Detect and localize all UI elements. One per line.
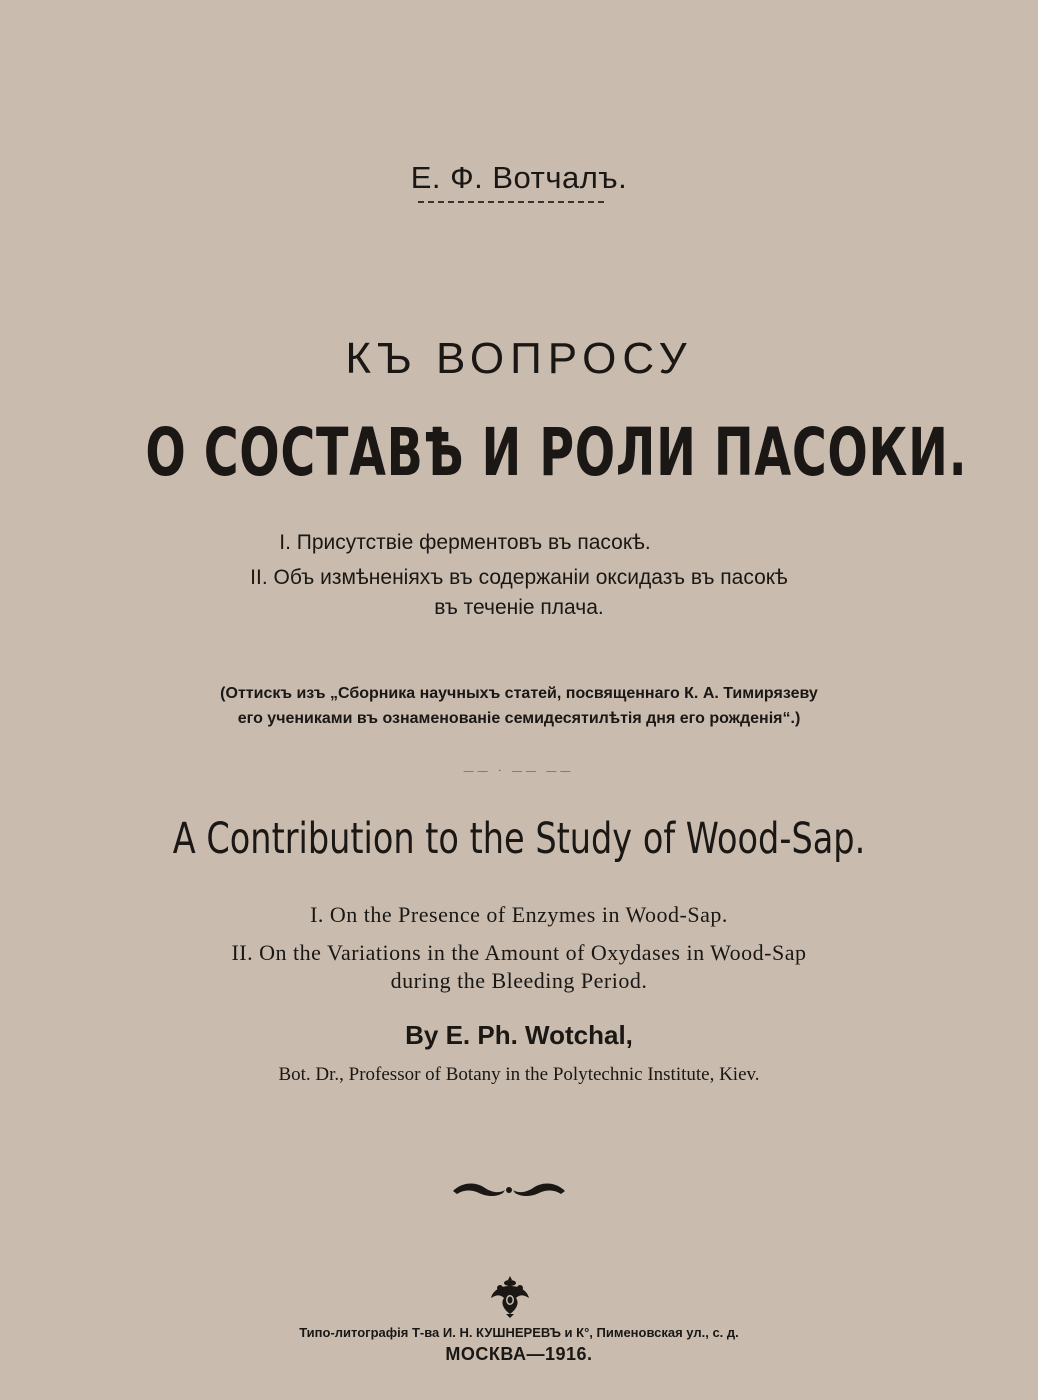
ornament-icon [449,1176,569,1204]
double-eagle-emblem-icon [489,1274,531,1318]
city-year: МОСКВА—1916. [445,1344,593,1364]
author-ru: Е. Ф. Вотчалъ. [410,160,628,195]
title-ru-main: О СОСТАВѢ И РОЛИ ПАСОКИ. [145,414,968,491]
subtitle-en-3: during the Bleeding Period. [390,968,648,993]
offprint-note-2: его учениками въ ознаменованіе семидесятилѣтія дня его рожденія“.) [237,710,801,727]
author-en: By E. Ph. Wotchal, [405,1020,633,1050]
printer-line: Типо-литографія Т-ва И. Н. КУШНЕРЕВЪ и К°, Пименовская ул., с. д. [299,1325,739,1340]
subtitle-ru-2: II. Объ измѣненіяхъ въ содержаніи оксидазъ въ пасокѣ [250,566,788,589]
title-en: A Contribution to the Study of Wood-Sap. [172,814,866,864]
subtitle-ru-1: I. Присутствіе ферментовъ въ пасокѣ. [279,531,651,554]
author-underline [418,201,604,203]
title-ru-pre: КЪ ВОПРОСУ [345,334,693,383]
affiliation-en: Bot. Dr., Professor of Botany in the Polytechnic Institute, Kiev. [278,1064,760,1085]
offprint-note-1: (Оттискъ изъ „Сборника научныхъ статей, посвященнаго К. А. Тимирязеву [220,685,818,702]
subtitle-ru-3: въ теченіе плача. [434,596,604,619]
subtitle-en-2: II. On the Variations in the Amount of Oxydases in Wood-Sap [231,940,807,965]
subtitle-en-1: I. On the Presence of Enzymes in Wood-Sap. [310,902,728,927]
section-divider: —— · —— —— [463,766,575,777]
